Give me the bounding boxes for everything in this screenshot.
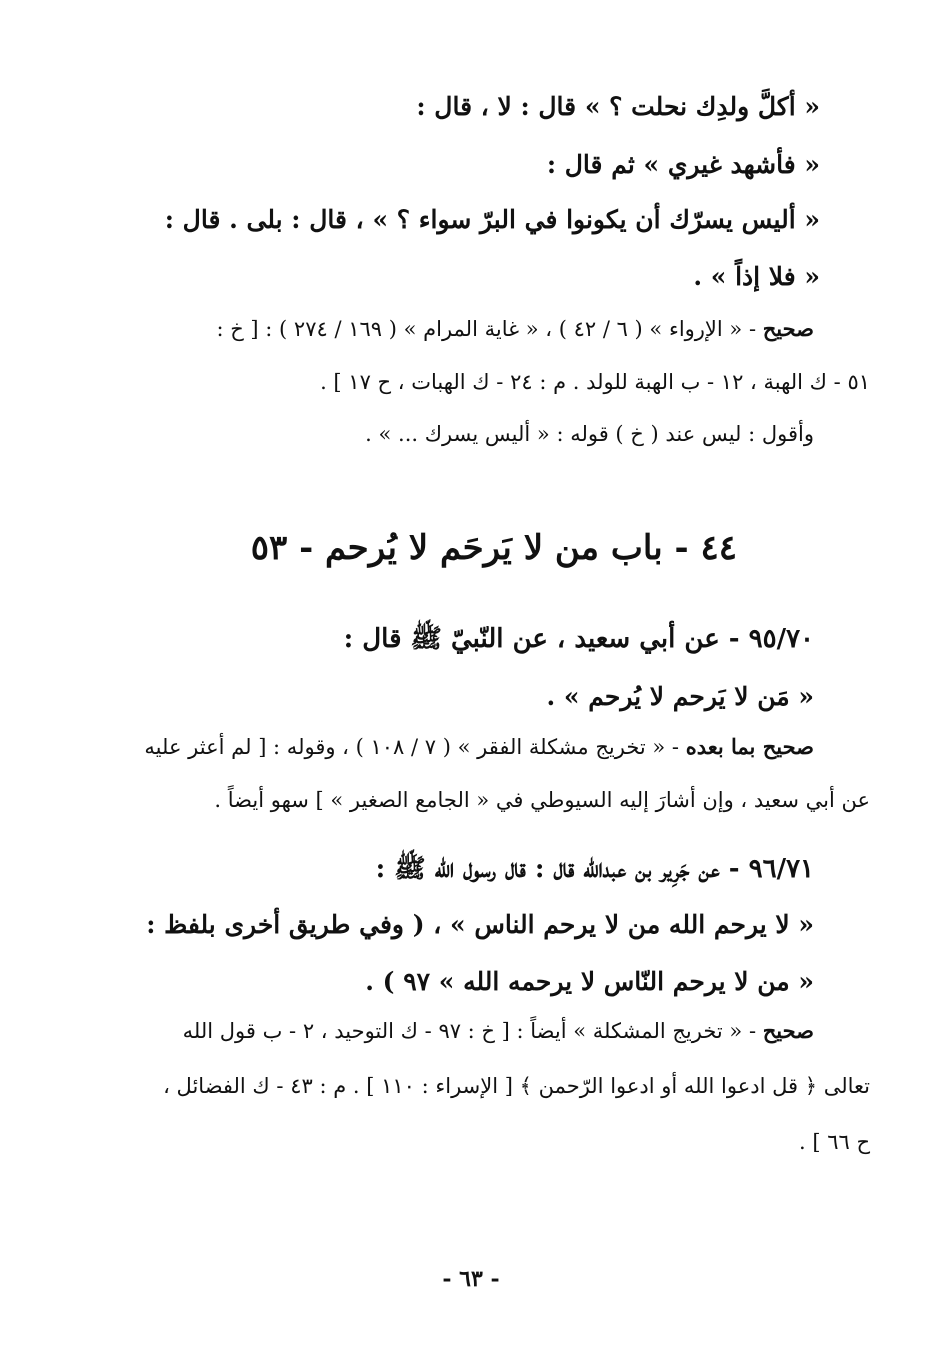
chapter-heading: ٤٤ - باب من لا يَرحَم لا يُرحم - ٥٣	[250, 528, 737, 568]
text-line: « فأشهد غيري » ثم قال :	[546, 150, 820, 179]
takhrij-line	[183, 1018, 814, 1043]
hadith-line: « مَن لا يَرحم لا يُرحم » .	[546, 682, 814, 711]
page-number: - ٦٣ -	[442, 1266, 500, 1292]
hadith-line: ٩٦/٧١ - عن جَرِير بن عبدالله قال : قال رسول الله ﷺ :	[375, 854, 814, 884]
takhrij-line: ح ٦٦ ] .	[798, 1130, 870, 1154]
takhrij-text: - « تخريج مشكلة الفقر » ( ٧ / ١٠٨ ) ، وقوله : [ لم أعثر عليه	[144, 735, 686, 759]
takhrij-line: تعالى ﴿ قل ادعوا الله أو ادعوا الرّحمن ﴾ [ الإسراء : ١١٠ ] . م : ٤٣ - ك الفضائل ،	[163, 1074, 870, 1098]
text-line: « أكلَّ ولدِك نحلت ؟ » قال : لا ، قال :	[416, 92, 820, 121]
takhrij-line: وأقول : ليس عند ( خ ) قوله : « أليس يسرك ... » .	[365, 422, 814, 446]
grade-label: صحيح	[762, 316, 814, 341]
hadith-line: « لا يرحم الله من لا يرحم الناس » ، ( وفي طريق أخرى بلفظ :	[146, 910, 814, 939]
takhrij-text: - « تخريج المشكلة » أيضاً : [ خ : ٩٧ - ك التوحيد ، ٢ - ب قول الله	[182, 1019, 763, 1043]
takhrij-line: ٥١ - ك الهبة ، ١٢ - ب الهبة للولد . م : ٢٤ - ك الهبات ، ح ١٧ ] .	[320, 370, 870, 394]
hadith-line: « من لا يرحم النّاس لا يرحمه الله » ٩٧ ) .	[365, 967, 814, 996]
takhrij-line: عن أبي سعيد ، وإن أشارَ إليه السيوطي في « الجامع الصغير » ] سهو أيضاً .	[214, 788, 870, 812]
takhrij-text: - « الإرواء » ( ٦ / ٤٢ ) ، « غاية المرام » ( ١٦٩ / ٢٧٤ ) : [ خ :	[216, 317, 763, 341]
hadith-line: ٩٥/٧٠ - عن أبي سعيد ، عن النّبيّ ﷺ قال :	[343, 624, 814, 654]
text-line: « أليس يسرّك أن يكونوا في البرّ سواء ؟ » ، قال : بلى . قال :	[164, 205, 820, 234]
grade-label: صحيح بما بعده	[685, 734, 814, 759]
text-line: « فلا إذاً » .	[693, 262, 820, 291]
grade-label: صحيح	[762, 1018, 814, 1043]
takhrij-line	[216, 316, 814, 341]
takhrij-line	[144, 734, 814, 759]
